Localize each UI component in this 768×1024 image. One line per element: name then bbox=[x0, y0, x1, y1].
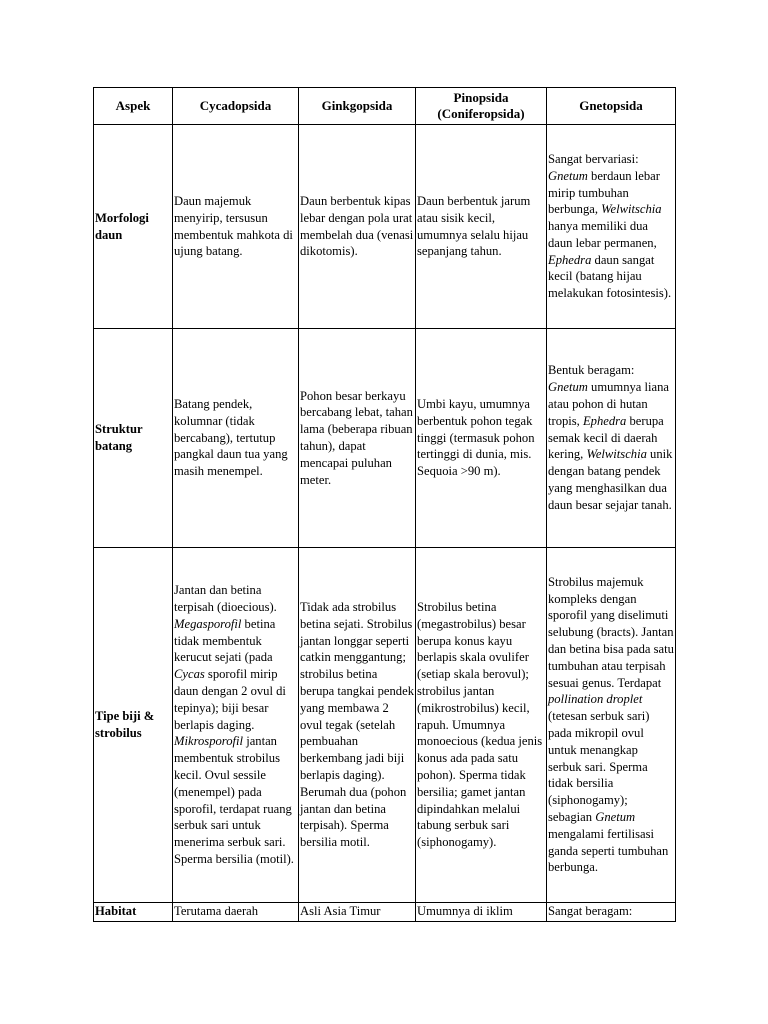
italic-term: Gnetum bbox=[595, 809, 636, 824]
italic-term: Megasporofil bbox=[174, 616, 242, 631]
table-cell: Daun berbentuk jarum atau sisik kecil, umumnya selalu hijau sepanjang tahun. bbox=[416, 125, 547, 329]
table-row-struktur-batang bbox=[94, 329, 676, 548]
row-label: Tipe biji & strobilus bbox=[94, 548, 173, 903]
table-cell: Daun majemuk menyirip, tersusun membentuk mahkota di ujung batang. bbox=[173, 125, 299, 329]
table-cell: Jantan dan betina terpisah (dioecious). Megasporofil betina tidak membentuk kerucut sejati (pada Cycas sporofil mirip daun dengan 2 ovul di tepinya); biji besar berlapis daging. Mikrosporofil jantan membentuk strobilus kecil. Ovul sessile (menempel) pada sporofil, terdapat ruang serbuk sari untuk menerima serbuk sari. Sperma bersilia (motil). bbox=[173, 548, 299, 903]
table-cell: Asli Asia Timur bbox=[299, 903, 416, 922]
italic-term: Welwitschia bbox=[586, 447, 647, 462]
italic-term: Ephedra bbox=[548, 252, 592, 267]
italic-term: Ephedra bbox=[582, 413, 627, 428]
header-cell-gnetopsida: Gnetopsida bbox=[547, 88, 676, 125]
table-cell: Strobilus betina (megastrobilus) besar berupa konus kayu berlapis skala ovulifer (setiap skala berovul); strobilus jantan (mikrostrobilus) kecil, rapuh. Umumnya monoecious (kedua jenis konus ada pada satu pohon). Sperma tidak bersilia; gamet jantan dipindahkan melalui tabung serbuk sari (siphonogamy). bbox=[416, 548, 547, 903]
table-cell: Pohon besar berkayu bercabang lebat, tahan lama (beberapa ribuan tahun), dapat mencapai puluhan meter. bbox=[299, 329, 416, 548]
row-label: Morfologi daun bbox=[94, 125, 173, 329]
italic-term: Gnetum bbox=[548, 168, 588, 183]
header-cell-aspek: Aspek bbox=[94, 88, 173, 125]
header-cell-cycadopsida: Cycadopsida bbox=[173, 88, 299, 125]
italic-term: Welwitschia bbox=[601, 202, 662, 217]
table-cell: Terutama daerah bbox=[173, 903, 299, 922]
italic-term: Gnetum bbox=[548, 380, 588, 395]
italic-term: Cycas bbox=[174, 667, 205, 682]
table-cell: Tidak ada strobilus betina sejati. Strobilus jantan longgar seperti catkin menggantung; strobilus betina berupa tangkai pendek yang membawa 2 ovul tegak (setelah pembuahan berkembang jadi biji berlapis daging). Berumah dua (pohon jantan dan betina terpisah). Sperma bersilia motil. bbox=[299, 548, 416, 903]
table-cell: Batang pendek, kolumnar (tidak bercabang), tertutup pangkal daun tua yang masih menempel. bbox=[173, 329, 299, 548]
table-cell: Strobilus majemuk kompleks dengan sporofil yang diselimuti selubung (bracts). Jantan dan betina bisa pada satu tumbuhan atau terpisah sesuai genus. Terdapat pollination droplet (tetesan serbuk sari) pada mikropil ovul untuk menangkap serbuk sari. Sperma tidak bersilia (siphonogamy); sebagian Gnetum mengalami fertilisasi ganda seperti tumbuhan berbunga. bbox=[547, 548, 676, 903]
table-header-row bbox=[94, 88, 676, 125]
row-label: Habitat bbox=[94, 903, 173, 922]
italic-term: Mikrosporofil bbox=[174, 734, 244, 749]
header-cell-ginkgopsida: Ginkgopsida bbox=[299, 88, 416, 125]
table-row-habitat bbox=[94, 903, 676, 922]
italic-term: pollination droplet bbox=[548, 692, 643, 707]
comparison-table bbox=[93, 87, 676, 922]
table-cell: Sangat beragam: bbox=[547, 903, 676, 922]
row-label: Struktur batang bbox=[94, 329, 173, 548]
table-row-tipe-biji-strobilus bbox=[94, 548, 676, 903]
table-cell: Sangat bervariasi: Gnetum berdaun lebar mirip tumbuhan berbunga, Welwitschia hanya memiliki dua daun lebar permanen, Ephedra daun sangat kecil (batang hijau melakukan fotosintesis). bbox=[547, 125, 676, 329]
table-cell: Bentuk beragam: Gnetum umumnya liana atau pohon di hutan tropis, Ephedra berupa semak kecil di daerah kering, Welwitschia unik dengan batang pendek yang menghasilkan dua daun besar sejajar tanah. bbox=[547, 329, 676, 548]
table-cell: Umbi kayu, umumnya berbentuk pohon tegak tinggi (termasuk pohon tertinggi di dunia, mis. Sequoia >90 m). bbox=[416, 329, 547, 548]
table-cell: Umumnya di iklim bbox=[416, 903, 547, 922]
header-cell-pinopsida: Pinopsida (Coniferopsida) bbox=[416, 88, 547, 125]
table-cell: Daun berbentuk kipas lebar dengan pola urat membelah dua (venasi dikotomis). bbox=[299, 125, 416, 329]
table-row-morfologi-daun bbox=[94, 125, 676, 329]
